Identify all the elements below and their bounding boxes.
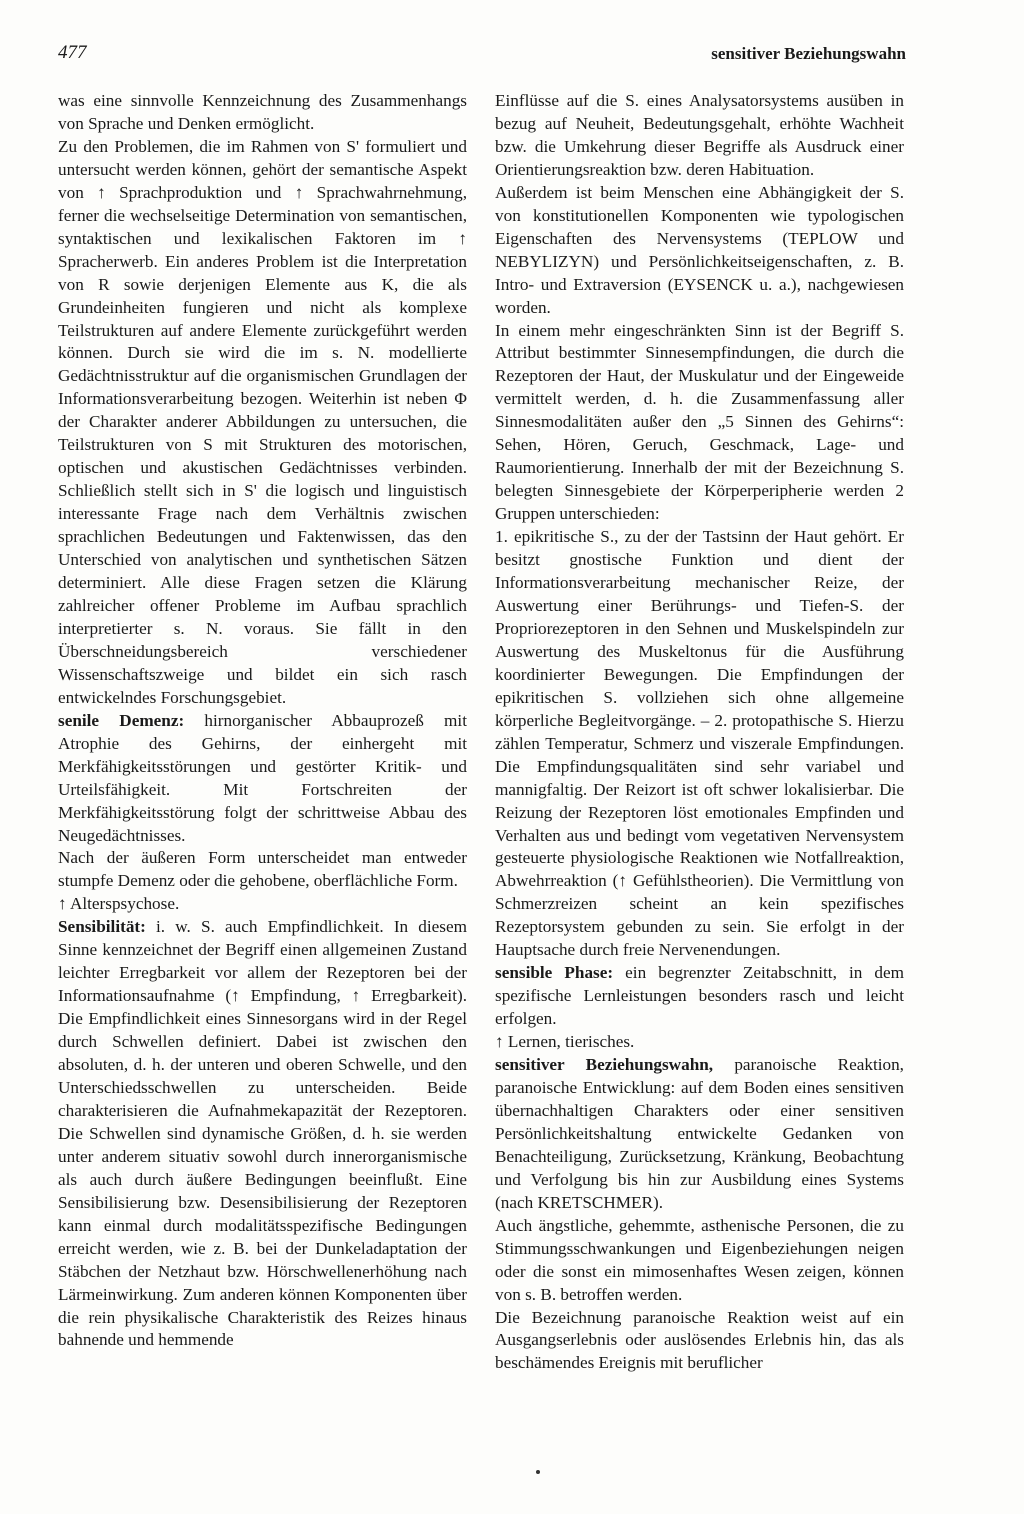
page-header <box>58 42 906 68</box>
running-head: sensitiver Beziehungswahn <box>711 44 906 63</box>
lemma: Sensibilität: <box>58 917 146 937</box>
speck-mark <box>536 1470 540 1474</box>
cross-reference: ↑ Alterspsychose. <box>58 894 180 914</box>
paragraph: Einflüsse auf die S. eines Analysatorsystems ausüben in bezug auf Neuheit, Bedeutungsgehalt, erhöhte Wachheit bzw. die Umkehrung dieser Begriffe als Ausdruck einer Orientierungsreaktion bzw. deren Habituation. <box>495 91 904 179</box>
entry-sensible-phase <box>495 962 904 1031</box>
lemma: sensitiver Beziehungswahn, <box>495 1055 714 1075</box>
right-column <box>495 90 904 1375</box>
entry-text: hirnorganischer Abbauprozeß mit Atrophie des Gehirns, der einhergeht mit Merkfähigkeitsstörungen und gestörter Kritik- und Urteilsfähigkeit. Mit Fortschreiten der Merkfähigkeitsstörung folgt der schrittweise Abbau des Neugedächtnisses. <box>58 710 467 845</box>
lemma: sensible Phase: <box>495 963 614 983</box>
cross-reference: ↑ Lernen, tierisches. <box>495 1032 635 1052</box>
paragraph: Auch ängstliche, gehemmte, asthenische Personen, die zu Stimmungsschwankungen und Eigenbeziehungen neigen oder die sonst ein mimosenhaftes Wesen zeigen, können von s. B. betroffen werden. <box>495 1215 904 1304</box>
paragraph: was eine sinnvolle Kennzeichnung des Zusammenhangs von Sprache und Denken ermöglicht. <box>58 91 467 133</box>
paragraph: Die Bezeichnung paranoische Reaktion weist auf ein Ausgangserlebnis oder auslösendes Erlebnis hin, das als beschämendes Ereignis mit beruflicher <box>495 1307 904 1373</box>
entry-senile-demenz <box>58 710 467 848</box>
paragraph: Zu den Problemen, die im Rahmen von S' formuliert und untersucht werden können, gehört der semantische Aspekt von ↑ Sprachproduktion und ↑ Sprachwahrnehmung, ferner die wechselseitige Determination von semantischen, syntaktischen und lexikalischen Faktoren im ↑ Spracherwerb. Ein anderes Problem ist die Interpretation von R sowie derjenigen Elemente aus K, die als Grundeinheiten fungieren und nicht als komplexe Teilstrukturen auf andere Elemente zurückgeführt werden können. Durch sie wird die im s. N. modellierte Gedächtnisstruktur auf die organismischen Grundlagen der Informationsverarbeitung bezogen. Weiterhin ist neben Φ der Charakter anderer Abbildungen zu untersuchen, die Teilstrukturen von S mit Strukturen des motorischen, optischen und akustischen Gedächtnisses verbinden. Schließlich stellt sich in S' die logisch und linguistisch interessante Frage nach dem Verhältnis zwischen sprachlichen Bedeutungen und Faktenwissen, das den Unterschied von analytischen und synthetischen Sätzen determiniert. Alle diese Fragen setzen die Klärung zahlreicher offener Probleme im Aufbau sprachlich interpretierter s. N. voraus. Sie fällt in den Überschneidungsbereich verschiedener Wissenschaftszweige und bildet ein sich rasch entwickelndes Forschungsgebiet. <box>58 136 467 707</box>
lemma: senile Demenz: <box>58 710 185 730</box>
paragraph: Nach der äußeren Form unterscheidet man entweder stumpfe Demenz oder die gehobene, oberflächliche Form. <box>58 848 467 891</box>
entry-sensibilitaet <box>58 916 467 1352</box>
entry-text: paranoische Reaktion, paranoische Entwicklung: auf dem Boden eines sensitiven übernachhaltigen Charakters oder einer sensitiven Persönlichkeitshaltung entwickelte Gedanken von Benachteiligung, Zurücksetzung, Kränkung, Beobachtung und Verfolgung bis hin zur Ausbildung eines Systems (nach KRETSCHMER). <box>495 1055 904 1212</box>
left-column <box>58 90 467 1352</box>
paragraph: In einem mehr eingeschränkten Sinn ist der Begriff S. Attribut bestimmter Sinnesempfindungen, die durch die Rezeptoren der Haut, der Muskulatur und der Eingeweide vermittelt werden, d. h. die Zusammenfassung aller Sinnesmodalitäten außer den „5 Sinnen des Gehirns“: Sehen, Hören, Geruch, Geschmack, Lage- und Raumorientierung. Innerhalb der mit der Bezeichnung S. belegten Sinnesgebiete der Körperperipherie werden 2 Gruppen unterschieden: <box>495 320 904 524</box>
entry-text: ein begrenzter Zeitabschnitt, in dem spezifische Lernleistungen besonders rasch und leicht erfolgen. <box>495 963 904 1029</box>
page-number: 477 <box>58 42 87 63</box>
paragraph: Außerdem ist beim Menschen eine Abhängigkeit der S. von konstitutionellen Komponenten wie typologischen Eigenschaften des Nervensystems (TEPLOW und NEBYLIZYN) und Persönlichkeitseigenschaften, z. B. Intro- und Extraversion (EYSENCK u. a.), nachgewiesen worden. <box>495 182 904 317</box>
entry-text: i. w. S. auch Empfindlichkeit. In diesem Sinne kennzeichnet der Begriff einen allgemeinen Zustand leichter Erregbarkeit vor allem der Rezeptoren bei der Informationsaufnahme (↑ Empfindung, ↑ Erregbarkeit). Die Empfindlichkeit eines Sinnesorgans wird in der Regel durch Schwellen definiert. Dabei ist zwischen den absoluten, d. h. der unteren und oberen Schwelle, und den Unterschiedsschwellen zu unterscheiden. Beide charakterisieren die Aufnahmekapazität der Rezeptoren. Die Schwellen sind dynamische Größen, d. h. sie werden unter anderem situativ sowohl durch innerorganismische als auch durch äußere Bedingungen beeinflußt. Eine Sensibilisierung bzw. Desensibilisierung der Rezeptoren kann einmal durch modalitätsspezifische Bedingungen erreicht werden, wie z. B. bei der Dunkeladaptation der Stäbchen der Netzhaut bzw. Hörschwellenerhöhung nach Lärmeinwirkung. Zum anderen können Komponenten über die rein physikalische Charakteristik des Reizes hinaus bahnende und hemmende <box>58 917 467 1350</box>
entry-sensitiver-beziehungswahn <box>495 1054 904 1215</box>
paragraph: 1. epikritische S., zu der der Tastsinn der Haut gehört. Er besitzt gnostische Funktion und dient der Informationsverarbeitung mechanischer Reize, der Auswertung einer Berührungs- und Tiefen-S. der Propriorezeptoren in den Sehnen und Muskelspindeln zur Auswertung des Muskeltonus für die Ausführung koordinierter Bewegungen. Die Empfindungen der epikritischen S. vollziehen sich ohne allgemeine körperliche Begleitvorgänge. – 2. protopathische S. Hierzu zählen Temperatur, Schmerz und viszerale Empfindungen. Die Empfindungsqualitäten sind sehr variabel und mannigfaltig. Der Reizort ist oft schwer lokalisierbar. Die Reizung der Rezeptoren löst emotionales Empfinden und Verhalten aus und bedingt vom vegetativen Nervensystem gesteuerte physiologische Reaktionen wie Notfallreaktion, Abwehrreaktion (↑ Gefühlstheorien). Die Vermittlung von Schmerzreizen scheint an kein spezifisches Rezeptorsystem gebunden zu sein. Sie erfolgt in der Hauptsache durch freie Nervenendungen. <box>495 527 904 960</box>
